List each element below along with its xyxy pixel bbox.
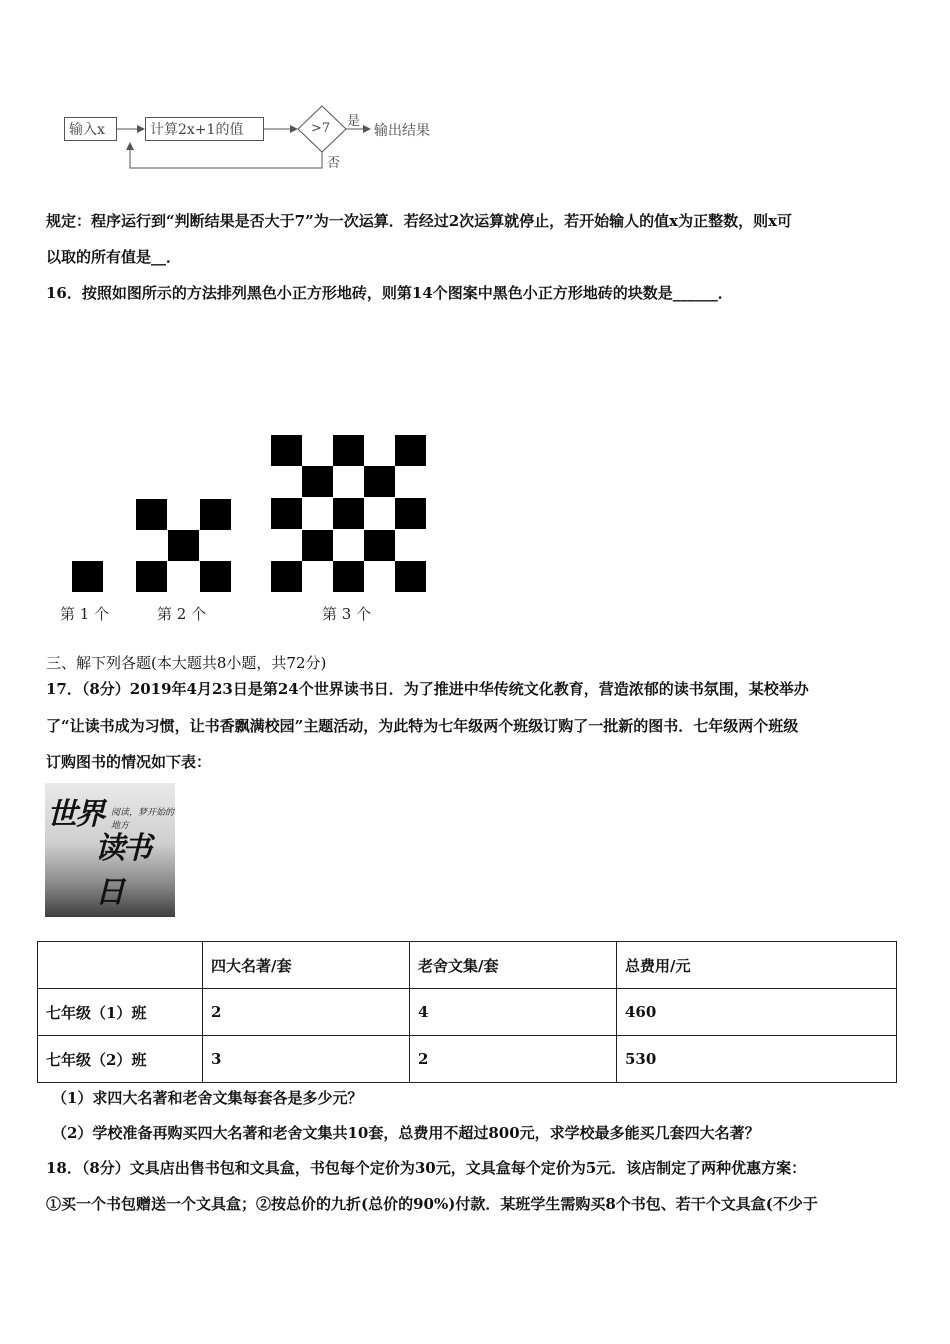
table-cell: 3: [203, 1036, 410, 1083]
q17-sub2: （2）学校准备再购买四大名著和老舍文集共10套，总费用不超过800元，求学校最多能买几套四大名著？: [52, 1124, 760, 1142]
figure-label-3: 第 3 个: [322, 605, 372, 623]
q17-line2: 了“让读书成为习惯，让书香飘满校园”主题活动，为此特为七年级两个班级订购了一批新的图书．七年级两个班级: [46, 717, 799, 735]
no-label: 否: [327, 156, 341, 171]
table-header-cell: 老舍文集/套: [410, 942, 617, 989]
table-header-cell: [38, 942, 203, 989]
tile: [364, 466, 395, 497]
q17-line1: 17．（8分）2019年4月23日是第24个世界读书日．为了推进中华传统文化教育，营造浓郁的读书氛围，某校举办: [46, 680, 809, 698]
table-header-row: [38, 942, 897, 989]
table-row: [38, 1036, 897, 1083]
world-book-day-image: [45, 783, 175, 917]
tile: [168, 530, 199, 561]
book-order-table: [37, 941, 897, 1083]
poster-title-1: 世界: [47, 797, 103, 832]
tile: [200, 499, 231, 530]
tile: [136, 499, 167, 530]
tile: [302, 466, 333, 497]
decision-label: >7: [311, 121, 331, 136]
tile: [302, 530, 333, 561]
table-header-cell: 总费用/元: [617, 942, 897, 989]
q15-line2: 以取的所有值是__．: [46, 248, 182, 266]
q15-line1: 规定：程序运行到“判断结果是否大于7”为一次运算．若经过2次运算就停止，若开始输人的值x为正整数，则x可: [46, 212, 793, 230]
table-cell: 2: [410, 1036, 617, 1083]
tile: [271, 561, 302, 592]
tile: [333, 498, 364, 529]
tile: [395, 561, 426, 592]
q18-line1: 18．（8分）文具店出售书包和文具盒，书包每个定价为30元，文具盒每个定价为5元．该店制定了两种优惠方案：: [46, 1159, 807, 1177]
table-cell: 530: [617, 1036, 897, 1083]
arrow-loop-back: [130, 143, 322, 168]
table-cell: 2: [203, 989, 410, 1036]
figure-label-2: 第 2 个: [157, 605, 207, 623]
section-title: 三、解下列各题(本大题共8小题，共72分): [46, 654, 327, 672]
table-cell: 4: [410, 989, 617, 1036]
flowchart-connectors: [0, 0, 950, 200]
tile: [395, 498, 426, 529]
tile: [364, 530, 395, 561]
tile: [72, 561, 103, 592]
table-header-cell: 四大名著/套: [203, 942, 410, 989]
q17-sub1: （1）求四大名著和老舍文集每套各是多少元？: [52, 1089, 363, 1107]
tile: [333, 561, 364, 592]
tile: [333, 435, 364, 466]
poster-slogan: 阅读，梦开始的地方: [111, 808, 175, 831]
tile: [200, 561, 231, 592]
figure-label-1: 第 1 个: [60, 605, 110, 623]
table-row: [38, 989, 897, 1036]
q18-line2: ①买一个书包赠送一个文具盒；②按总价的九折(总价的90%)付款．某班学生需购买8个书包、若干个文具盒(不少于: [46, 1195, 818, 1213]
poster-title-2: 读书日: [95, 831, 149, 910]
tile: [271, 435, 302, 466]
yes-label: 是: [347, 114, 361, 129]
output-label: 输出结果: [374, 123, 430, 139]
table-cell: 七年级（1）班: [38, 989, 203, 1036]
calc-box: 计算2x+1的值: [145, 117, 264, 141]
tile: [395, 435, 426, 466]
q16-text: 16．按照如图所示的方法排列黑色小正方形地砖，则第14个图案中黑色小正方形地砖的块数是______．: [46, 284, 733, 302]
input-box: 输入x: [64, 117, 117, 141]
table-cell: 460: [617, 989, 897, 1036]
tile: [271, 498, 302, 529]
q17-line3: 订购图书的情况如下表：: [46, 753, 212, 771]
table-cell: 七年级（2）班: [38, 1036, 203, 1083]
tile: [136, 561, 167, 592]
